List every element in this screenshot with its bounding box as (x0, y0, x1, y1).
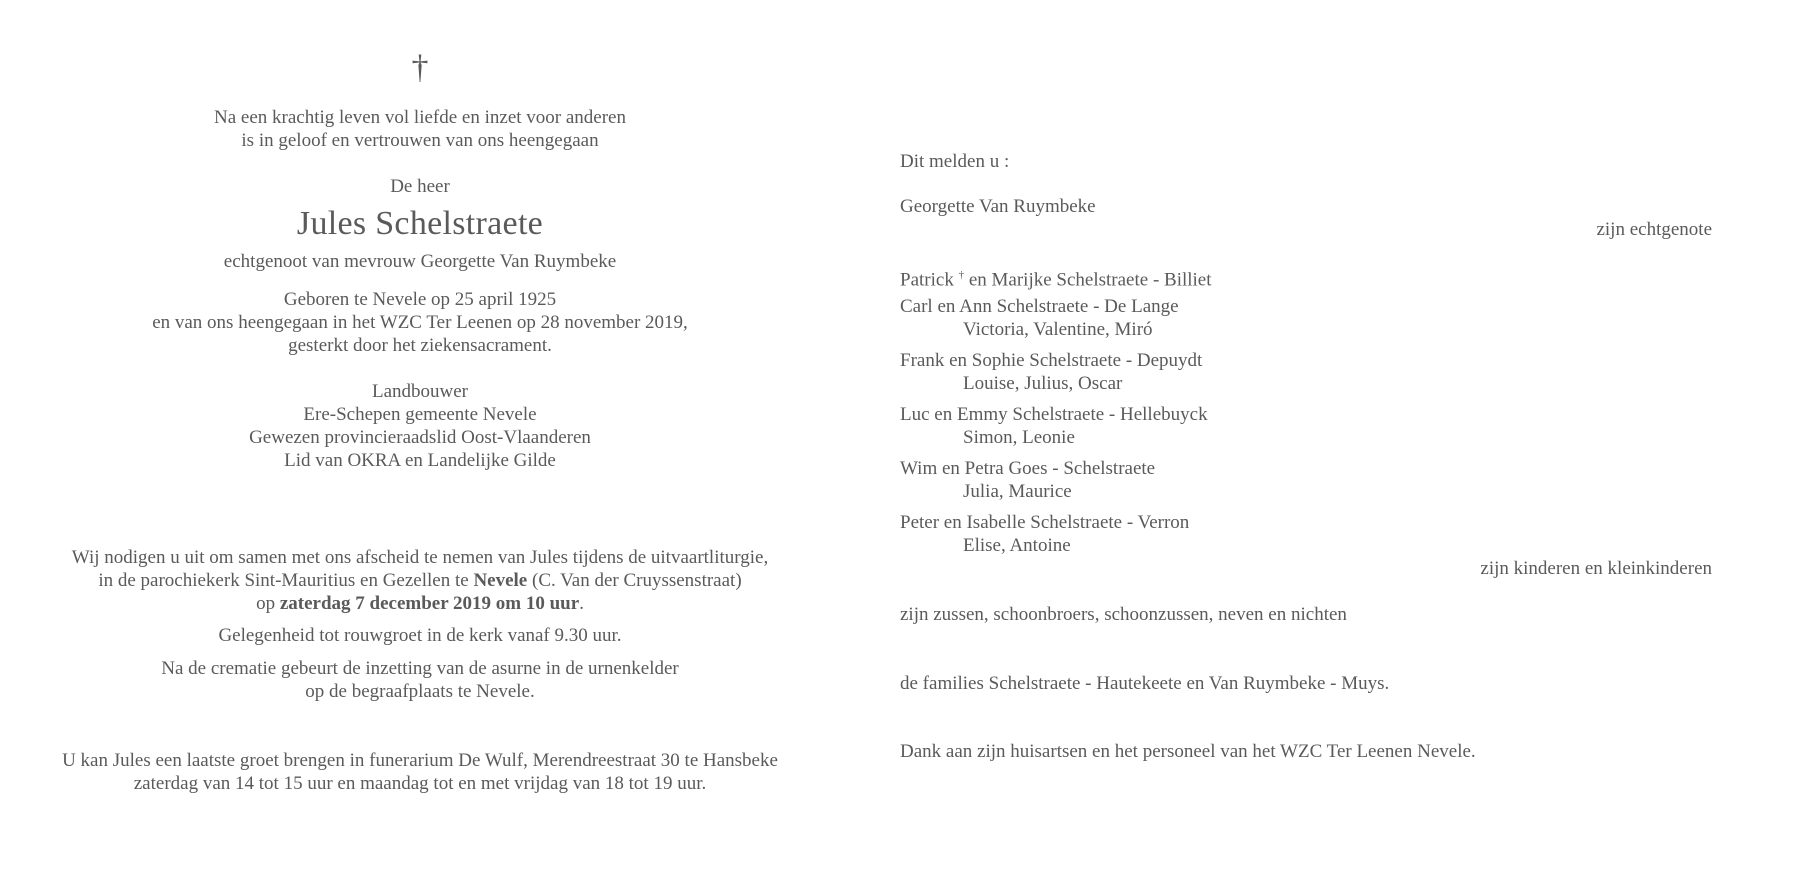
invite-line-2 (60, 569, 780, 592)
titles (60, 380, 780, 472)
announce: Dit melden u : (900, 151, 1010, 172)
grandchildren: Simon, Leonie (963, 427, 1075, 448)
invitation (60, 546, 780, 615)
grandchildren: Victoria, Valentine, Miró (963, 319, 1153, 340)
child-entry (900, 511, 1189, 557)
title-line: Landbouwer (371, 381, 469, 402)
cremation-line: op de begraafplaats te Nevele. (305, 681, 535, 702)
condolence (60, 624, 780, 647)
life-line: gesterkt door het ziekensacrament. (288, 335, 552, 356)
title-line: Lid van OKRA en Landelijke Gilde (284, 450, 556, 471)
invite-church: in de parochiekerk Sint-Mauritius en Gezellen te (98, 570, 474, 591)
cremation (60, 657, 780, 703)
grandchildren: Elise, Antoine (963, 535, 1071, 556)
spouse-role: zijn echtgenote (1596, 219, 1712, 240)
funeral-home-line: zaterdag van 14 tot 15 uur en maandag tot en met vrijdag van 18 tot 19 uur. (133, 773, 707, 794)
siblings: zijn zussen, schoonbroers, schoonzussen, neven en nichten (900, 604, 1347, 625)
funeral-home-line: U kan Jules een laatste groet brengen in funerarium De Wulf, Merendreestraat 30 te Hansbeke (62, 750, 778, 771)
cremation-line: Na de crematie gebeurt de inzetting van de asurne in de urnenkelder (161, 658, 679, 679)
funeral-home (60, 749, 780, 795)
right-page (900, 0, 1712, 873)
invite-datetime: zaterdag 7 december 2019 om 10 uur (279, 593, 580, 614)
child-entry (900, 264, 1212, 291)
cross-icon: † (411, 49, 429, 86)
child-entry (900, 403, 1208, 449)
child-parent-name: Patrick (900, 269, 959, 291)
condolence-text: Gelegenheid tot rouwgroet in de kerk vanaf 9.30 uur. (218, 625, 622, 646)
cross-icon: † (958, 269, 965, 281)
invite-street: (C. Van der Cruyssenstraat) (527, 570, 742, 591)
invite-on: op (256, 593, 280, 614)
child-parents: Wim en Petra Goes - Schelstraete (900, 458, 1156, 479)
child-parent-name-rest: en Marijke Schelstraete - Billiet (964, 269, 1212, 291)
title-line: Gewezen provincieraadslid Oost-Vlaanderen (249, 427, 591, 448)
families: de families Schelstraete - Hautekeete en Van Ruymbeke - Muys. (900, 673, 1390, 694)
grandchildren: Louise, Julius, Oscar (963, 373, 1123, 394)
life-dates (60, 288, 780, 357)
child-parents: Carl en Ann Schelstraete - De Lange (900, 296, 1179, 317)
honorific (60, 175, 780, 198)
intro-line: is in geloof en vertrouwen van ons heengegaan (241, 130, 599, 151)
spouse-name: Georgette Van Ruymbeke (900, 196, 1096, 217)
left-page (60, 0, 780, 873)
children-role: zijn kinderen en kleinkinderen (1480, 558, 1712, 579)
child-parents (900, 264, 1212, 291)
invite-period: . (579, 593, 584, 614)
child-parents: Peter en Isabelle Schelstraete - Verron (900, 512, 1190, 533)
honorific-text: De heer (390, 176, 450, 197)
life-line: en van ons heengegaan in het WZC Ter Leenen op 28 november 2019, (152, 312, 688, 333)
intro-line: Na een krachtig leven vol liefde en inzet voor anderen (213, 107, 626, 128)
thanks: Dank aan zijn huisartsen en het personeel van het WZC Ter Leenen Nevele. (900, 741, 1476, 762)
spouse-line (60, 250, 780, 273)
intro-text (60, 106, 780, 152)
spouse-line-text: echtgenoot van mevrouw Georgette Van Ruymbeke (223, 251, 617, 272)
title-line: Ere-Schepen gemeente Nevele (303, 404, 537, 425)
deceased-name: Jules Schelstraete (296, 205, 544, 242)
child-entry (900, 295, 1179, 341)
child-parents: Luc en Emmy Schelstraete - Hellebuyck (900, 404, 1208, 425)
grandchildren: Julia, Maurice (963, 481, 1072, 502)
child-parents: Frank en Sophie Schelstraete - Depuydt (900, 350, 1203, 371)
life-line: Geboren te Nevele op 25 april 1925 (283, 289, 557, 310)
invite-line-1: Wij nodigen u uit om samen met ons afscheid te nemen van Jules tijdens de uitvaartliturgie, (71, 547, 769, 568)
child-entry (900, 349, 1202, 395)
invite-town: Nevele (473, 570, 528, 591)
invite-line-3 (60, 592, 780, 615)
child-entry (900, 457, 1155, 503)
